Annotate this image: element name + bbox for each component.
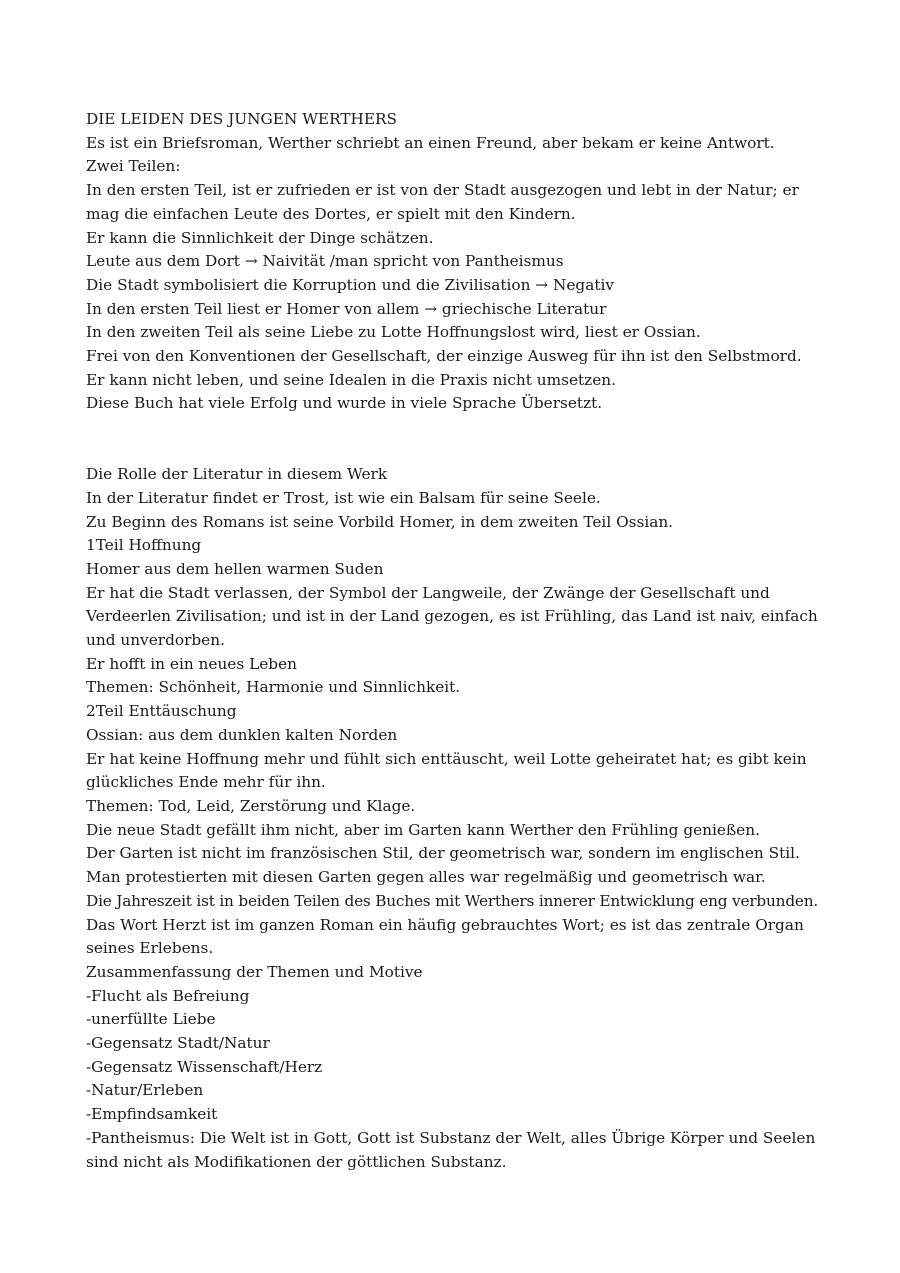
text-line: Er hofft in ein neues Leben [86,654,297,673]
text-line: Die Stadt symbolisiert die Korruption und die Zivilisation → Negativ [86,275,615,294]
list-item: -unerfüllte Liebe [86,1010,216,1029]
text-line: Das Wort Herzt ist im ganzen Roman ein häufig gebrauchtes Wort; es ist das zentrale Organ seines Erlebens. [86,915,804,958]
text-line: 2Teil Enttäuschung [86,702,237,721]
list-item: -Pantheismus: Die Welt ist in Gott, Gott ist Substanz der Welt, alles Übrige Körper und Seelen sind nicht als Modifikationen der göttlichen Substanz. [86,1128,816,1171]
document-body [86,108,826,1174]
text-line: Ossian: aus dem dunklen kalten Norden [86,725,398,744]
list-item: -Gegensatz Stadt/Natur [86,1034,270,1053]
text-line: Themen: Schönheit, Harmonie und Sinnlichkeit. [86,678,461,697]
text-line: 1Teil Hoffnung [86,536,202,555]
section-heading: Die Rolle der Literatur in diesem Werk [86,465,388,484]
document-title: DIE LEIDEN DES JUNGEN WERTHERS [86,110,398,128]
text-line: Zwei Teilen: [86,157,181,176]
text-line: In den ersten Teil, ist er zufrieden er ist von der Stadt ausgezogen und lebt in der Natur; er mag die einfachen Leute des Dortes, er spielt mit den Kindern. [86,181,799,223]
text-line: Zusammenfassung der Themen und Motive [86,962,423,981]
text-line: Er hat keine Hoffnung mehr und fühlt sich enttäuscht, weil Lotte geheiratet hat; es gibt kein glückliches Ende mehr für ihn. [86,749,807,792]
list-item: -Natur/Erleben [86,1081,204,1100]
list-item: -Flucht als Befreiung [86,986,250,1005]
text-line: In den ersten Teil liest er Homer von allem → griechische Literatur [86,299,607,318]
text-line: Diese Buch hat viele Erfolg und wurde in viele Sprache Übersetzt. [86,394,603,413]
text-line: Es ist ein Briefsroman, Werther schriebt an einen Freund, aber bekam er keine Antwort. [86,133,775,152]
list-item: -Empfindsamkeit [86,1105,218,1124]
text-line: In den zweiten Teil als seine Liebe zu Lotte Hoffnungslost wird, liest er Ossian. [86,323,701,342]
text-line: Der Garten ist nicht im französischen Stil, der geometrisch war, sondern im englischen Stil. [86,844,800,863]
text-line: Er kann nicht leben, und seine Idealen in die Praxis nicht umsetzen. [86,370,616,389]
text-line: Die neue Stadt gefällt ihm nicht, aber im Garten kann Werther den Frühling genießen. [86,820,760,839]
text-line: Er hat die Stadt verlassen, der Symbol der Langweile, der Zwänge der Gesellschaft und Verdeerlen Zivilisation; und ist in der Land gezogen, es ist Frühling, das Land ist naiv, einfach und unverdorben. [86,583,818,650]
text-line: Die Jahreszeit ist in beiden Teilen des Buches mit Werthers innerer Entwicklung eng verbunden. [86,891,819,910]
text-line: Zu Beginn des Romans ist seine Vorbild Homer, in dem zweiten Teil Ossian. [86,512,674,531]
section-spacer [86,416,826,463]
list-item: -Gegensatz Wissenschaft/Herz [86,1057,323,1076]
text-line: In der Literatur findet er Trost, ist wie ein Balsam für seine Seele. [86,488,601,507]
text-line: Themen: Tod, Leid, Zerstörung und Klage. [86,796,416,815]
text-line: Man protestierten mit diesen Garten gegen alles war regelmäßig und geometrisch war. [86,868,766,887]
text-line: Frei von den Konventionen der Gesellschaft, der einzige Ausweg für ihn ist den Selbstmord. [86,347,802,366]
text-line: Homer aus dem hellen warmen Suden [86,559,384,578]
text-line: Leute aus dem Dort → Naivität /man spricht von Pantheismus [86,252,564,271]
text-line: Er kann die Sinnlichkeit der Dinge schätzen. [86,228,434,247]
